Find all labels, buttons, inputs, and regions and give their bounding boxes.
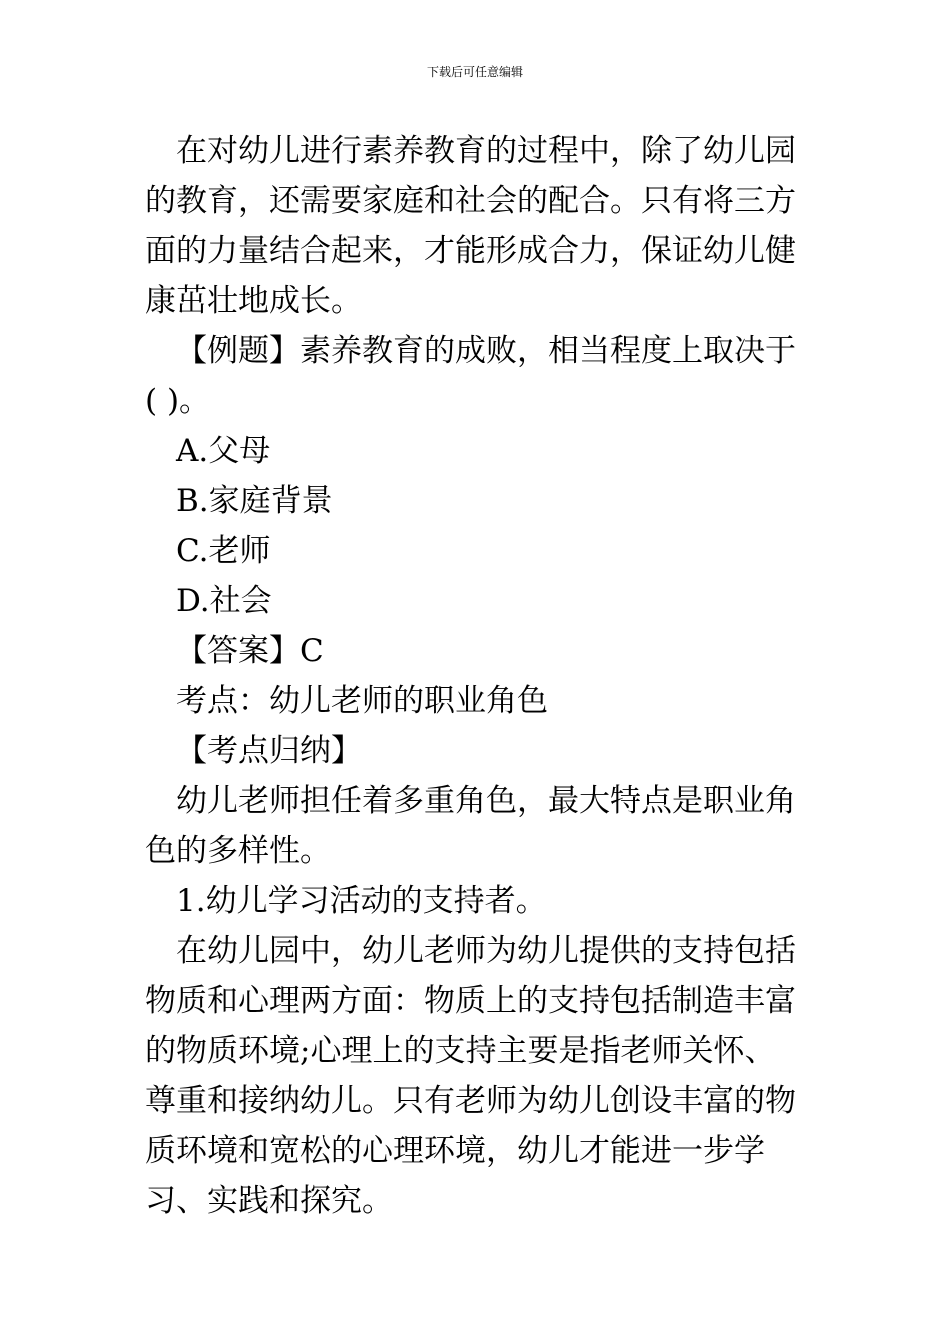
option-a: A.父母	[176, 433, 271, 469]
summary-heading: 【考点归纳】	[176, 733, 362, 769]
intro-paragraph: 在对幼儿进行素养教育的过程中，除了幼儿园的教育，还需要家庭和社会的配合。只有将三方面的力量结合起来，才能形成合力，保证幼儿健康茁壮地成长。	[145, 133, 796, 319]
option-c: C.老师	[176, 533, 271, 569]
summary-paragraph: 幼儿老师担任着多重角色，最大特点是职业角色的多样性。	[145, 783, 796, 869]
option-b: B.家庭背景	[176, 483, 333, 519]
example-question: 【例题】素养教育的成败，相当程度上取决于( )。	[145, 333, 796, 419]
page-header: 下载后可任意编辑	[426, 65, 523, 79]
topic-line: 考点：幼儿老师的职业角色	[176, 683, 548, 719]
document-body	[145, 126, 805, 1226]
point-1-heading: 1.幼儿学习活动的支持者。	[176, 883, 547, 919]
point-1-paragraph: 在幼儿园中，幼儿老师为幼儿提供的支持包括物质和心理两方面：物质上的支持包括制造丰富的物质环境;心理上的支持主要是指老师关怀、尊重和接纳幼儿。只有老师为幼儿创设丰富的物质环境和宽松的心理环境，幼儿才能进一步学习、实践和探究。	[145, 933, 796, 1219]
answer-line: 【答案】C	[176, 633, 324, 669]
option-d: D.社会	[176, 583, 272, 619]
